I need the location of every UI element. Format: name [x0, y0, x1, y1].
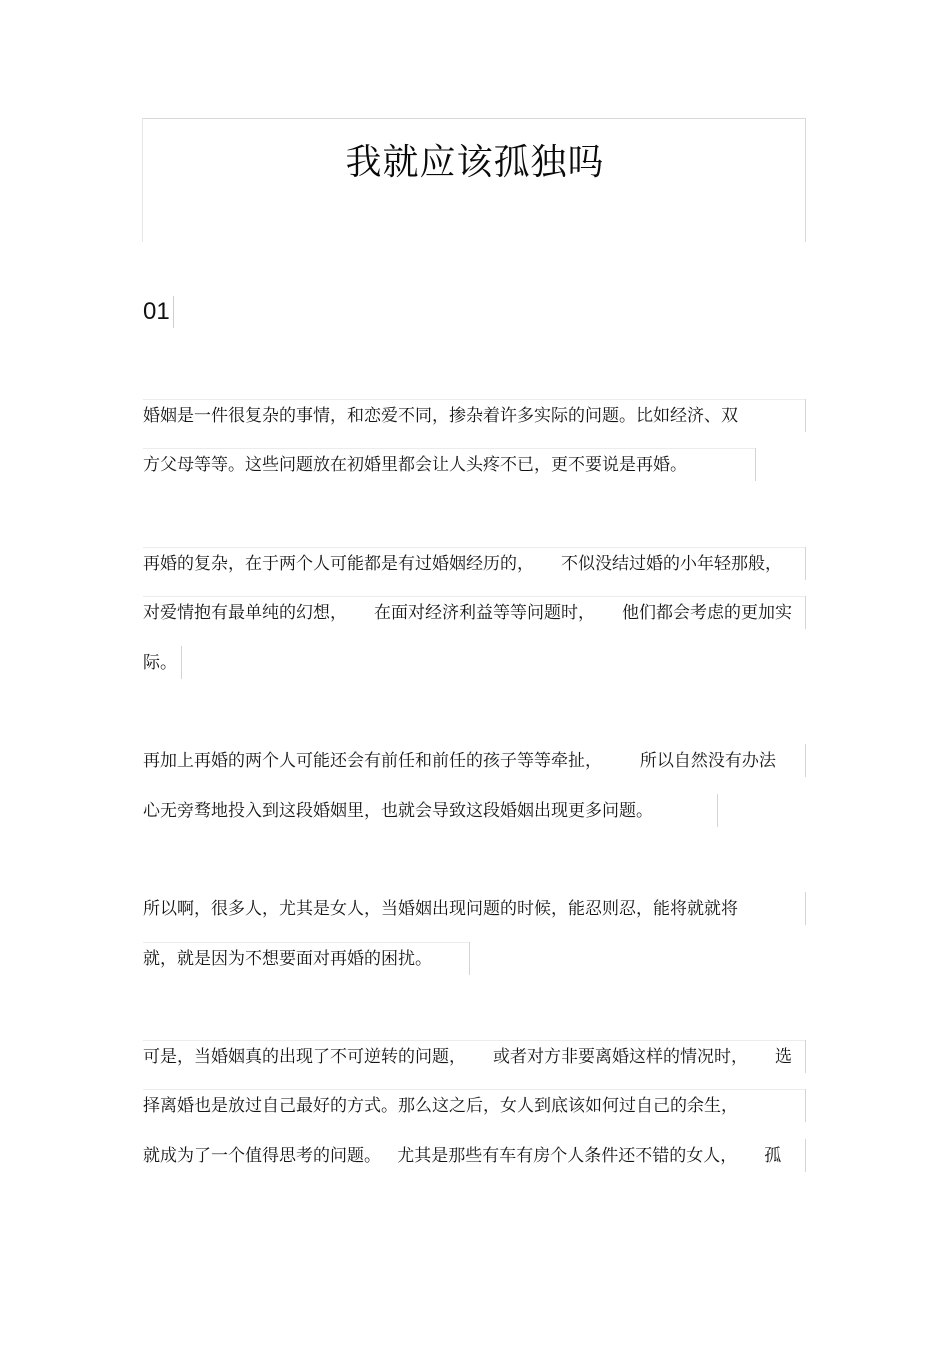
paragraph-5-line-3: 就成为了一个值得思考的问题。 尤其是那些有车有房个人条件还不错的女人， 孤 — [143, 1146, 782, 1166]
frame-bar — [805, 596, 806, 629]
frame-bar — [805, 547, 806, 580]
paragraph-4-line-2: 就，就是因为不想要面对再婚的困扰。 — [143, 949, 432, 969]
frame-bar — [805, 744, 806, 777]
frame-rule — [143, 1040, 805, 1041]
document-title: 我就应该孤独吗 — [345, 142, 605, 183]
paragraph-3-line-2: 心无旁骛地投入到这段婚姻里，也就会导致这段婚姻出现更多问题。 — [143, 801, 653, 821]
section-number: 01 — [143, 296, 174, 328]
paragraph-3-line-1: 再加上再婚的两个人可能还会有前任和前任的孩子等等牵扯， 所以自然没有办法 — [143, 751, 776, 771]
paragraph-1-line-2: 方父母等等。这些问题放在初婚里都会让人头疼不已，更不要说是再婚。 — [143, 455, 687, 475]
paragraph-4-line-1: 所以啊，很多人，尤其是女人，当婚姻出现问题的时候，能忍则忍，能将就就将 — [143, 899, 738, 919]
paragraph-1-line-1: 婚姻是一件很复杂的事情，和恋爱不同，掺杂着许多实际的问题。比如经济、双 — [143, 406, 738, 426]
frame-bar — [469, 942, 470, 975]
frame-rule — [143, 942, 469, 943]
frame-rule — [143, 448, 755, 449]
paragraph-5-line-2: 择离婚也是放过自己最好的方式。那么这之后，女人到底该如何过自己的余生， — [143, 1096, 738, 1116]
frame-bar — [805, 1040, 806, 1073]
paragraph-2-line-3: 际。 — [143, 653, 177, 673]
frame-rule — [143, 399, 805, 400]
frame-bar — [805, 1089, 806, 1122]
frame-bar — [181, 646, 182, 679]
frame-bar — [805, 892, 806, 925]
paragraph-5-line-1: 可是，当婚姻真的出现了不可逆转的问题， 或者对方非要离婚这样的情况时， 选 — [143, 1047, 793, 1067]
frame-rule — [143, 547, 805, 548]
frame-bar — [805, 399, 806, 432]
paragraph-2-line-1: 再婚的复杂，在于两个人可能都是有过婚姻经历的， 不似没结过婚的小年轻那般， — [143, 554, 783, 574]
frame-bar — [717, 794, 718, 827]
frame-rule — [143, 1089, 805, 1090]
frame-bar — [755, 448, 756, 481]
paragraph-2-line-2: 对爱情抱有最单纯的幻想， 在面对经济利益等等问题时， 他们都会考虑的更加实 — [143, 603, 793, 623]
frame-bar — [805, 1139, 806, 1172]
frame-rule — [143, 596, 805, 597]
